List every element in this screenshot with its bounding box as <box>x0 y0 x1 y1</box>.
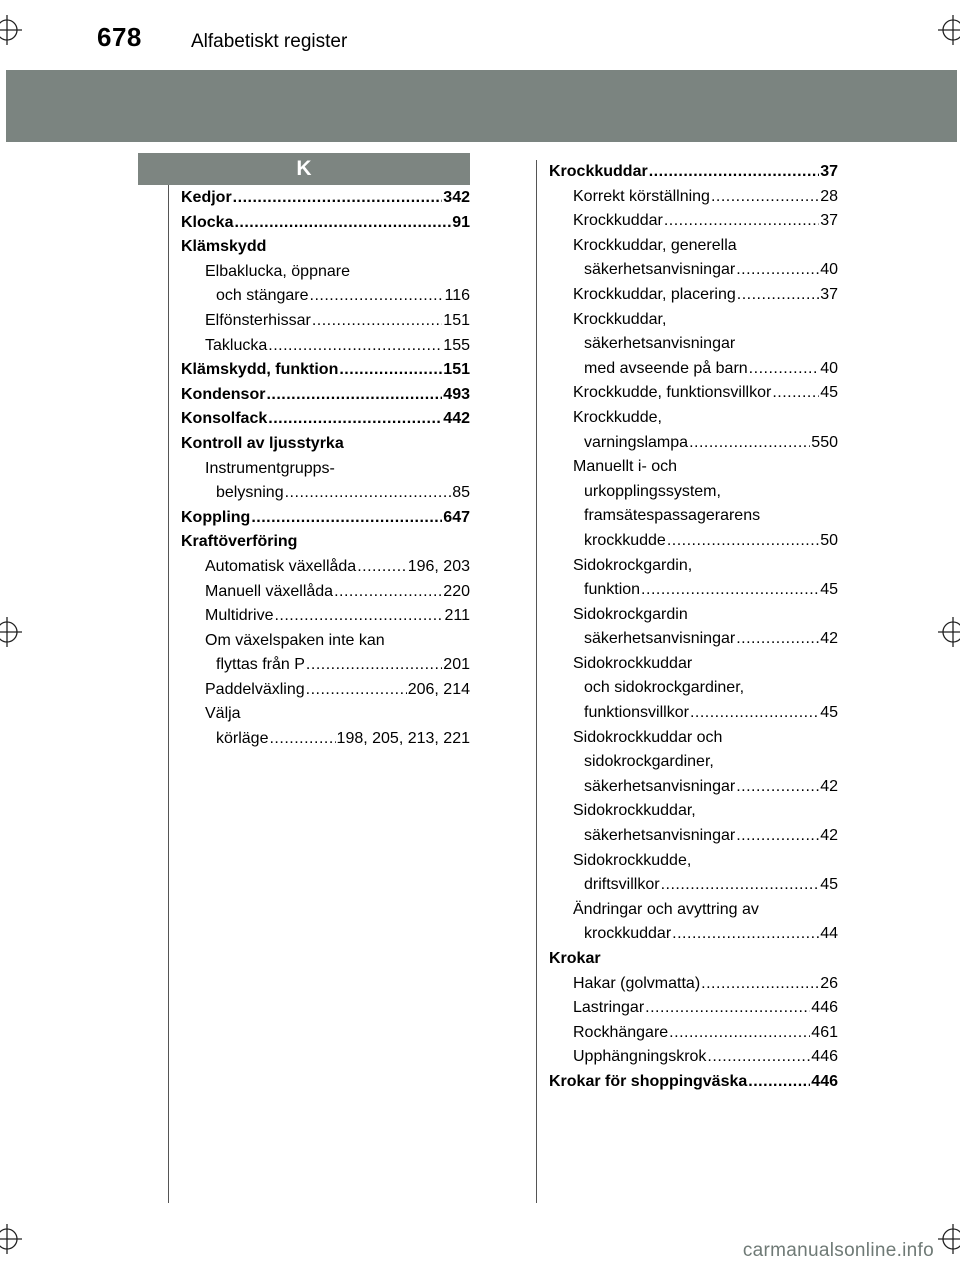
index-entry-page: 342 <box>443 189 470 206</box>
index-entry <box>549 160 838 185</box>
index-entry-page: 201 <box>443 656 470 674</box>
index-entry <box>181 358 470 383</box>
index-entry-page: 550 <box>811 433 838 451</box>
index-entry-text: belysning <box>216 484 284 502</box>
registration-mark-top-right <box>938 15 960 45</box>
index-entry-page: 50 <box>820 531 838 549</box>
index-entry <box>181 653 470 678</box>
dot-leader <box>266 383 442 408</box>
index-entry-page: 26 <box>820 974 838 992</box>
dot-leader <box>645 996 810 1021</box>
index-entry-text: Om växelspaken inte kan <box>205 631 385 649</box>
index-entry <box>549 455 838 480</box>
index-entry <box>181 629 470 654</box>
dot-leader <box>736 258 819 283</box>
dot-leader <box>701 972 819 997</box>
index-entry-text: sidokrockgardiner, <box>584 753 714 771</box>
index-entry-text: och sidokrockgardiner, <box>584 679 745 697</box>
index-entry-page: 446 <box>811 1048 838 1066</box>
index-entry-text: Koppling <box>181 508 251 526</box>
dot-leader <box>667 529 819 554</box>
index-entry-text: funktionsvillkor <box>584 704 689 722</box>
index-entry-page: 196, 203 <box>407 557 470 575</box>
index-entry-page: 151 <box>443 361 470 379</box>
index-entry-page: 442 <box>443 410 470 428</box>
dot-leader <box>749 357 820 382</box>
index-entry <box>549 726 838 751</box>
index-entry <box>549 603 838 628</box>
dot-leader <box>285 481 452 506</box>
index-entry-text: Elbaklucka, öppnare <box>205 262 350 280</box>
index-entry <box>549 1070 838 1095</box>
index-entry <box>549 996 838 1021</box>
dot-leader <box>736 627 819 652</box>
dot-leader <box>641 578 819 603</box>
dot-leader <box>649 160 820 185</box>
dot-leader <box>334 580 442 605</box>
index-entry-text: Krokar för shoppingväska <box>549 1072 748 1090</box>
section-letter-heading: K <box>138 153 470 185</box>
index-entry <box>549 554 838 579</box>
index-entry <box>549 898 838 923</box>
registration-mark-mid-right <box>938 617 960 647</box>
index-entry <box>181 235 470 260</box>
index-entry <box>549 652 838 677</box>
index-entry-page: 493 <box>443 385 470 403</box>
dot-leader <box>312 309 442 334</box>
header-band <box>6 70 957 142</box>
index-entry-page: 211 <box>444 607 470 625</box>
index-entry <box>549 824 838 849</box>
index-entry-text: säkerhetsanvisningar <box>584 777 736 795</box>
index-entry-text: säkerhetsanvisningar <box>584 630 736 648</box>
registration-mark-mid-left <box>0 617 22 647</box>
index-entry-page: 116 <box>444 287 470 305</box>
index-entry-text: Krockkuddar, placering <box>573 285 736 303</box>
index-entry-text: säkerhetsanvisningar <box>584 261 736 279</box>
index-entry-page: 220 <box>443 582 470 600</box>
index-entry-text: Kondensor <box>181 385 266 403</box>
dot-leader <box>357 555 407 580</box>
index-entry <box>181 211 470 236</box>
index-entry-text: funktion <box>584 581 641 599</box>
index-entry-page: 37 <box>820 163 838 180</box>
index-entry <box>549 258 838 283</box>
index-entry-page: 37 <box>820 212 838 230</box>
index-entry <box>181 309 470 334</box>
index-entry-page: 44 <box>820 925 838 943</box>
index-entry <box>549 480 838 505</box>
index-entry-text: Klämskydd <box>181 238 267 256</box>
index-entry-text: Sidokrockkuddar <box>573 654 693 672</box>
index-entry-text: Manuellt i- och <box>573 458 678 476</box>
index-entry <box>181 186 470 211</box>
dot-leader <box>268 407 442 432</box>
index-entry <box>549 578 838 603</box>
dot-leader <box>339 358 442 383</box>
registration-mark-bottom-left <box>0 1224 22 1254</box>
index-entry-text: Multidrive <box>205 607 274 625</box>
index-entry-text: Konsolfack <box>181 410 268 428</box>
index-entry-page: 42 <box>820 827 838 845</box>
dot-leader <box>234 211 451 236</box>
index-entry-page: 647 <box>443 508 470 526</box>
page-number: 678 <box>97 22 142 52</box>
index-entry <box>549 799 838 824</box>
index-column-right <box>549 160 838 1095</box>
dot-leader <box>748 1070 810 1095</box>
index-entry <box>181 702 470 727</box>
index-entry-text: Paddelväxling <box>205 680 305 698</box>
index-entry <box>549 972 838 997</box>
index-entry <box>549 283 838 308</box>
index-entry <box>549 406 838 431</box>
index-entry <box>549 332 838 357</box>
index-entry-page: 446 <box>811 1072 838 1090</box>
column-divider-left <box>168 185 169 1203</box>
dot-leader <box>690 701 819 726</box>
dot-leader <box>736 775 819 800</box>
dot-leader <box>274 604 443 629</box>
dot-leader <box>664 209 819 234</box>
index-entry-text: urkopplingssystem, <box>584 482 721 500</box>
index-entry-text: framsätespassagerarens <box>584 507 761 525</box>
index-entry-text: och stängare <box>216 287 309 305</box>
index-entry-page: 42 <box>820 777 838 795</box>
index-entry-page: 461 <box>811 1023 838 1041</box>
dot-leader <box>672 922 819 947</box>
index-entry-text: Elfönsterhissar <box>205 311 311 329</box>
index-entry <box>181 481 470 506</box>
index-entry-text: varningslampa <box>584 433 689 451</box>
index-entry-text: Automatisk växellåda <box>205 557 357 575</box>
index-entry-text: Krockkuddar <box>573 212 663 230</box>
index-entry-text: Krockkuddar, <box>573 310 667 328</box>
index-entry <box>181 727 470 752</box>
dot-leader <box>689 431 810 456</box>
index-entry-text: med avseende på barn <box>584 359 748 377</box>
index-entry <box>181 284 470 309</box>
index-entry-page: 45 <box>820 581 838 599</box>
index-entry-text: Krockkuddar <box>549 163 648 180</box>
index-entry-page: 85 <box>452 484 470 502</box>
index-entry <box>549 209 838 234</box>
index-entry-text: Sidokrockkudde, <box>573 851 692 869</box>
index-entry-text: Kedjor <box>181 189 232 206</box>
index-entry-text: Sidokrockkuddar, <box>573 802 696 820</box>
dot-leader <box>711 185 819 210</box>
index-entry-text: Ändringar och avyttring av <box>573 900 759 918</box>
index-entry-text: Krokar <box>549 950 601 967</box>
index-entry <box>549 431 838 456</box>
index-entry <box>549 849 838 874</box>
registration-mark-top-left <box>0 15 22 45</box>
dot-leader <box>772 381 819 406</box>
index-entry-text: Krockkudde, <box>573 408 662 426</box>
index-entry <box>549 234 838 259</box>
index-entry <box>549 676 838 701</box>
index-entry <box>549 750 838 775</box>
index-entry-text: Upphängningskrok <box>573 1048 707 1066</box>
index-column-left <box>181 186 470 752</box>
index-entry-text: Klocka <box>181 213 234 231</box>
index-entry-text: Sidokrockgardin <box>573 605 688 623</box>
index-entry-text: Välja <box>205 705 241 723</box>
index-entry-text: Klämskydd, funktion <box>181 361 339 379</box>
index-entry-text: Manuell växellåda <box>205 582 334 600</box>
index-entry-text: Krockkudde, funktionsvillkor <box>573 384 772 402</box>
index-entry <box>181 334 470 359</box>
registration-mark-bottom-right <box>938 1224 960 1254</box>
index-entry-page: 198, 205, 213, 221 <box>336 730 470 748</box>
index-entry-text: körläge <box>216 730 269 748</box>
dot-leader <box>669 1021 810 1046</box>
dot-leader <box>269 727 335 752</box>
index-entry-page: 28 <box>820 187 838 205</box>
index-entry <box>549 922 838 947</box>
index-entry <box>549 381 838 406</box>
index-entry-text: säkerhetsanvisningar <box>584 827 736 845</box>
index-entry <box>549 1045 838 1070</box>
index-entry-page: 40 <box>820 261 838 279</box>
index-entry <box>181 457 470 482</box>
page-title: Alfabetiskt register <box>191 31 348 52</box>
index-entry <box>549 873 838 898</box>
index-entry <box>549 357 838 382</box>
index-entry-page: 42 <box>820 630 838 648</box>
index-entry-text: Taklucka <box>205 336 268 354</box>
index-entry <box>549 308 838 333</box>
index-entry-text: Sidokrockkuddar och <box>573 728 723 746</box>
index-entry-text: Instrumentgrupps- <box>205 459 335 477</box>
index-entry-page: 37 <box>820 285 838 303</box>
index-entry-text: Kraftöverföring <box>181 533 298 551</box>
index-entry <box>181 506 470 531</box>
index-entry-text: Krockkuddar, generella <box>573 236 737 254</box>
index-entry <box>181 530 470 555</box>
index-entry-page: 45 <box>820 876 838 894</box>
index-entry-text: Kontroll av ljusstyrka <box>181 434 344 452</box>
index-entry <box>181 383 470 408</box>
index-entry-text: krockkuddar <box>584 925 672 943</box>
index-entry <box>549 627 838 652</box>
dot-leader <box>268 334 442 359</box>
dot-leader <box>310 284 444 309</box>
column-divider-middle <box>536 160 537 1203</box>
dot-leader <box>707 1045 810 1070</box>
index-entry <box>181 678 470 703</box>
index-entry-text: flyttas från P <box>216 656 305 674</box>
index-entry-text: Sidokrockgardin, <box>573 556 693 574</box>
dot-leader <box>737 283 819 308</box>
dot-leader <box>661 873 820 898</box>
index-entry <box>549 504 838 529</box>
index-entry <box>181 407 470 432</box>
dot-leader <box>306 678 407 703</box>
index-entry-page: 45 <box>820 384 838 402</box>
index-entry <box>181 555 470 580</box>
index-entry-text: Rockhängare <box>573 1023 669 1041</box>
index-entry-page: 151 <box>443 311 470 329</box>
dot-leader <box>306 653 442 678</box>
index-entry <box>549 529 838 554</box>
index-entry-text: säkerhetsanvisningar <box>584 335 736 353</box>
index-entry-text: driftsvillkor <box>584 876 660 894</box>
index-entry <box>549 185 838 210</box>
index-entry <box>181 580 470 605</box>
index-entry <box>549 1021 838 1046</box>
index-entry-text: Lastringar <box>573 999 645 1017</box>
index-entry <box>549 947 838 972</box>
index-entry-text: krockkudde <box>584 531 666 549</box>
index-entry-page: 446 <box>811 999 838 1017</box>
index-entry <box>181 260 470 285</box>
index-entry <box>181 604 470 629</box>
index-entry-text: Hakar (golvmatta) <box>573 974 701 992</box>
footer-watermark: carmanualsonline.info <box>742 1240 934 1261</box>
index-entry <box>549 775 838 800</box>
index-entry <box>549 701 838 726</box>
index-entry-page: 45 <box>820 704 838 722</box>
index-entry-page: 206, 214 <box>407 680 470 698</box>
index-entry-page: 40 <box>820 359 838 377</box>
dot-leader <box>736 824 819 849</box>
dot-leader <box>251 506 442 531</box>
dot-leader <box>233 186 443 211</box>
index-entry-text: Korrekt körställning <box>573 187 710 205</box>
index-entry-page: 91 <box>452 213 470 231</box>
index-entry-page: 155 <box>443 336 470 354</box>
index-entry <box>181 432 470 457</box>
